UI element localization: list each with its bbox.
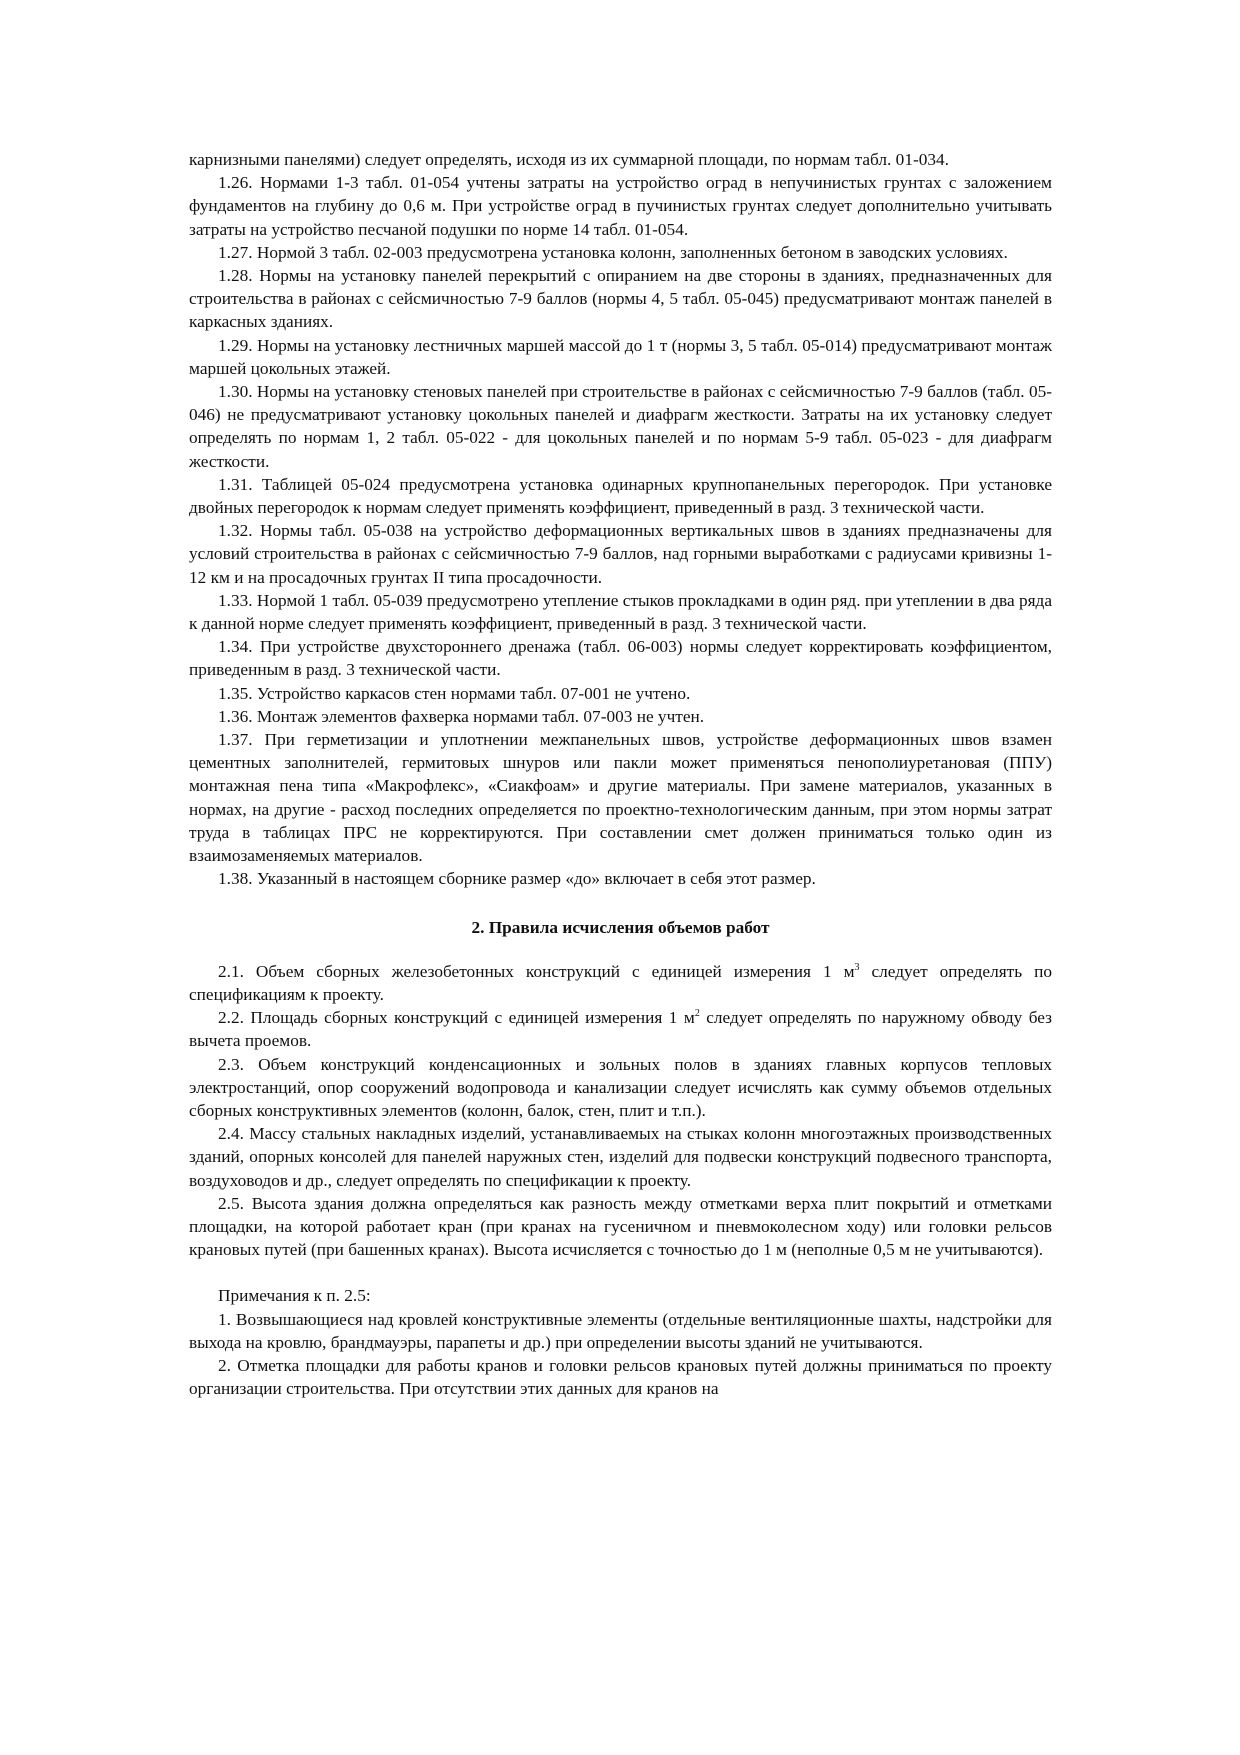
paragraph-1-34: 1.34. При устройстве двухстороннего дренажа (табл. 06-003) нормы следует корректировать коэффициентом, приведенным в разд. 3 технической части. [189,637,1052,680]
note-1: 1. Возвышающиеся над кровлей конструктивные элементы (отдельные вентиляционные шахты, надстройки для выхода на кровлю, брандмауэры, парапеты и др.) при определении высоты зданий не учитываются. [189,1309,1052,1352]
paragraph-2-2 [189,1006,1052,1052]
superscript-square: 2 [694,1008,700,1020]
section-heading: 2. Правила исчисления объемов работ [471,917,770,937]
paragraph-1-33: 1.33. Нормой 1 табл. 05-039 предусмотрено утепление стыков прокладками в один ряд. при утеплении в два ряда к данной норме следует применять коэффициент, приведенный в разд. 3 технической части. [189,590,1053,634]
paragraph-2-2-text-end: следует определять по наружному обводу без вычета проемов. [189,1008,1053,1051]
paragraph-1-27: 1.27. Нормой 3 табл. 02-003 предусмотрена установка колонн, заполненных бетоном в заводских условиях. [218,242,1008,262]
paragraph-2-4: 2.4. Массу стальных накладных изделий, устанавливаемых на стыках колонн многоэтажных производственных зданий, опорных консолей для панелей наружных стен, изделий для подвески конструкций подвесного транспорта, воздуховодов и др., следует определять по спецификации к проекту. [189,1124,1052,1190]
paragraph-1-36: 1.36. Монтаж элементов фахверка нормами табл. 07-003 не учтен. [218,706,705,726]
note-2: 2. Отметка площадки для работы кранов и головки рельсов крановых путей должны приниматься по проекту организации строительства. При отсутствии этих данных для кранов на [189,1355,1052,1399]
paragraph-1-37: 1.37. При герметизации и уплотнении межпанельных швов, устройстве деформационных швов взамен цементных заполнителей, гермитовых шнуров или пакли может применяться пенополиуретановая (ППУ) монтажная пена типа «Макрофлекс», «Сиакфоам» и другие материалы. При замене материалов, указанных в нормах, на другие - расход последних определяется по проектно-технологическим данным, при этом нормы затрат труда в таблицах ПРС не корректируются. При составлении смет должен приниматься только один из взаимозаменяемых материалов. [189,730,1052,866]
paragraph-2-5: 2.5. Высота здания должна определяться как разность между отметками верха плит покрытий и отметками площадки, на которой работает кран (при кранах на гусеничном и пневмоколесном ходу) или головки рельсов крановых путей (при башенных кранах). Высота исчисляется с точностью до 1 м (неполные 0,5 м не учитываются). [189,1193,1052,1260]
paragraph-2-1-text: 2.1. Объем сборных железобетонных конструкций с единицей измерения 1 м [218,961,855,981]
document-page [189,148,1052,1400]
paragraph-1-32: 1.32. Нормы табл. 05-038 на устройство деформационных вертикальных швов в зданиях предназначены для условий строительства в районах с сейсмичностью 7-9 баллов, над горными выработками с радиусами кривизны 1-12 км и на просадочных грунтах II типа просадочности. [189,521,1052,587]
paragraph-2-1-text-end: следует определять по спецификациям к проекту. [189,961,1052,1004]
paragraph-2-3: 2.3. Объем конструкций конденсационных и зольных полов в зданиях главных корпусов тепловых электростанций, опор сооружений водопровода и канализации следует исчислять как сумму объемов отдельных сборных конструктивных элементов (колонн, балок, стен, плит и т.п.). [189,1054,1052,1120]
paragraph-2-1 [189,960,1052,1006]
paragraph-1-26: 1.26. Нормами 1-3 табл. 01-054 учтены затраты на устройство оград в непучинистых грунтах с заложением фундаментов на глубину до 0,6 м. При устройстве оград в пучинистых грунтах следует дополнительно учитывать затраты на устройство песчаной подушки по норме 14 табл. 01-054. [189,173,1052,239]
blank-line [189,1261,1052,1284]
paragraph-2-2-text: 2.2. Площадь сборных конструкций с единицей измерения 1 м [218,1008,695,1028]
paragraph-1-38: 1.38. Указанный в настоящем сборнике размер «до» включает в себя этот размер. [218,869,816,889]
paragraph-1-35: 1.35. Устройство каркасов стен нормами табл. 07-001 не учтено. [218,683,691,703]
paragraph-continuation: карнизными панелями) следует определять, исходя из их суммарной площади, по нормам табл. 01-034. [189,150,949,169]
paragraph-1-30: 1.30. Нормы на установку стеновых панелей при строительстве в районах с сейсмичностью 7-9 баллов (табл. 05-046) не предусматривают установку цокольных панелей и диафрагм жесткости. Затраты на их установку следует определять по нормам 1, 2 табл. 05-022 - для цокольных панелей и по нормам 5-9 табл. 05-023 - для диафрагм жесткости. [189,382,1052,471]
paragraph-1-28: 1.28. Нормы на установку панелей перекрытий с опиранием на две стороны в зданиях, предназначенных для строительства в районах с сейсмичностью 7-9 баллов (нормы 4, 5 табл. 05-045) предусматривают монтаж панелей в каркасных зданиях. [189,266,1052,332]
superscript-cube: 3 [854,961,860,973]
paragraph-1-31: 1.31. Таблицей 05-024 предусмотрена установка одинарных крупнопанельных перегородок. При установке двойных перегородок к нормам следует применять коэффициент, приведенный в разд. 3 технической части. [189,474,1052,518]
notes-title: Примечания к п. 2.5: [218,1286,371,1306]
paragraph-1-29: 1.29. Нормы на установку лестничных маршей массой до 1 т (нормы 3, 5 табл. 05-014) предусматривают монтаж маршей цокольных этажей. [189,335,1052,378]
